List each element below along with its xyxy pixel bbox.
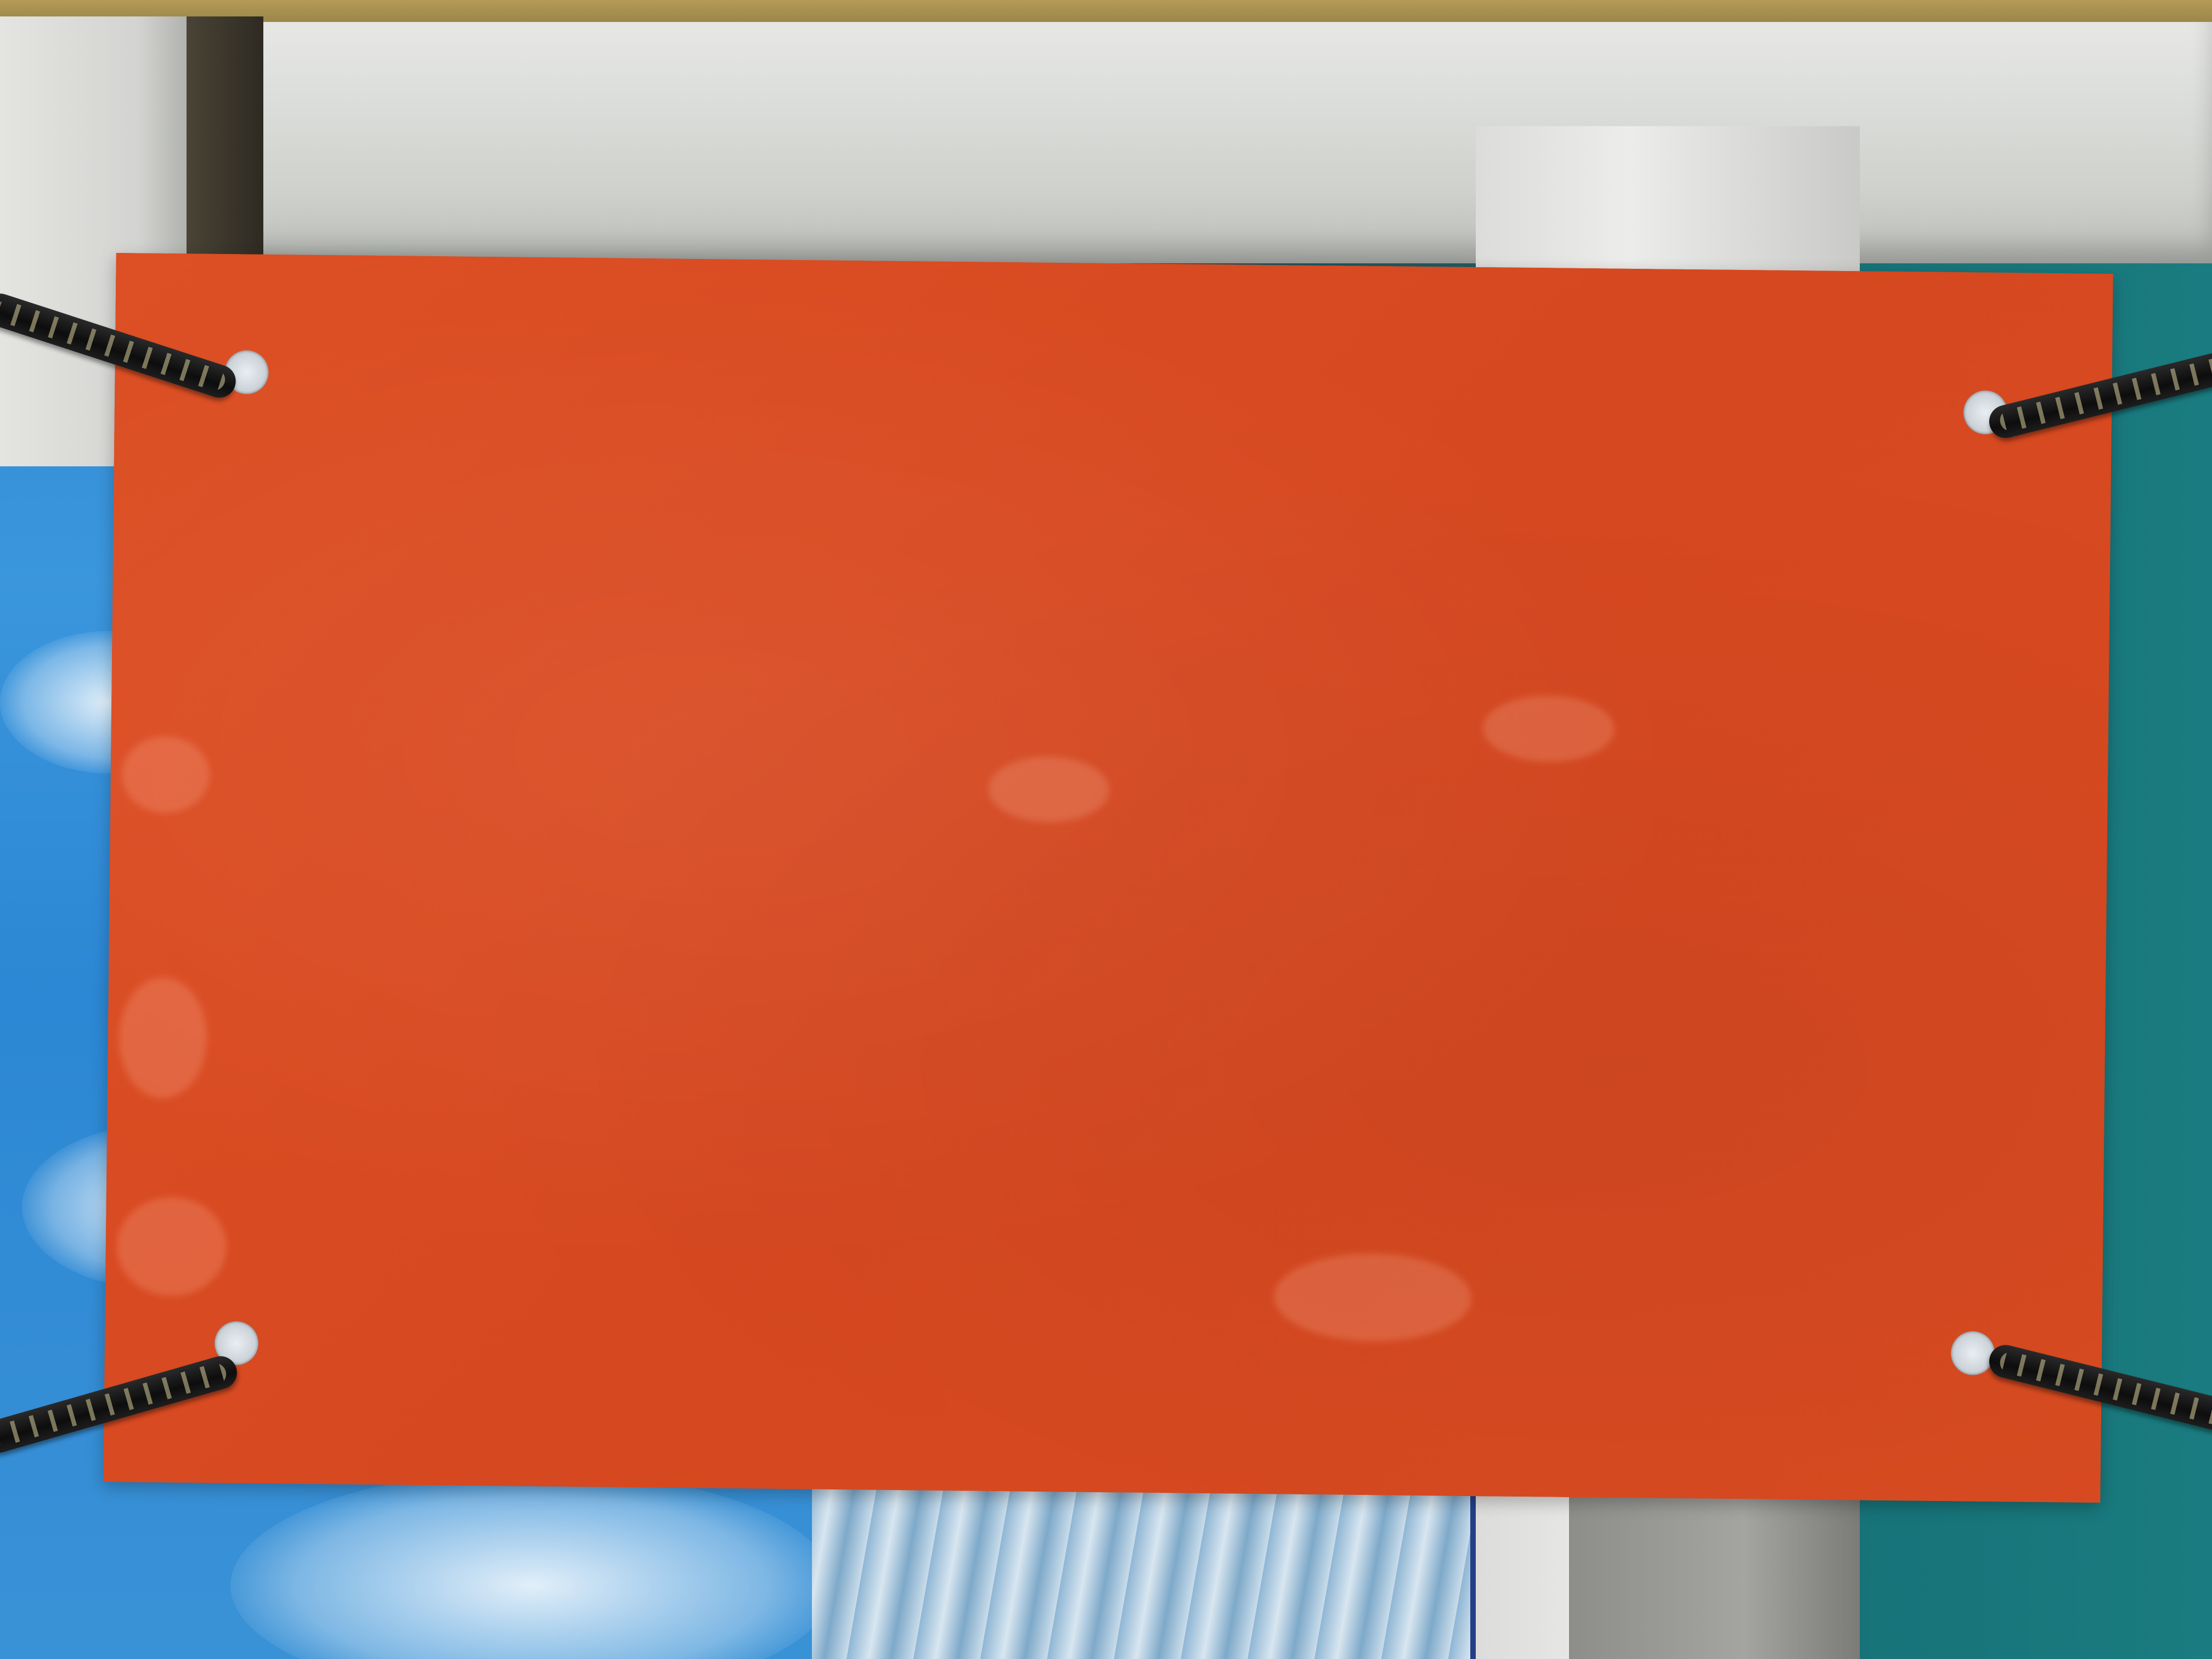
panel-smudge: [121, 736, 210, 814]
orange-test-panel: [103, 253, 2113, 1503]
left-post-shadow: [187, 16, 263, 291]
mounting-hole-bottom-right: [1951, 1331, 1995, 1375]
wooden-beam: [208, 22, 2212, 263]
water-surface: [812, 1476, 1525, 1659]
panel-smudge: [116, 1197, 227, 1296]
panel-smudge: [119, 977, 207, 1099]
panel-smudge: [1273, 1252, 1472, 1342]
panel-smudge: [988, 756, 1109, 823]
panel-smudge: [1482, 695, 1615, 763]
